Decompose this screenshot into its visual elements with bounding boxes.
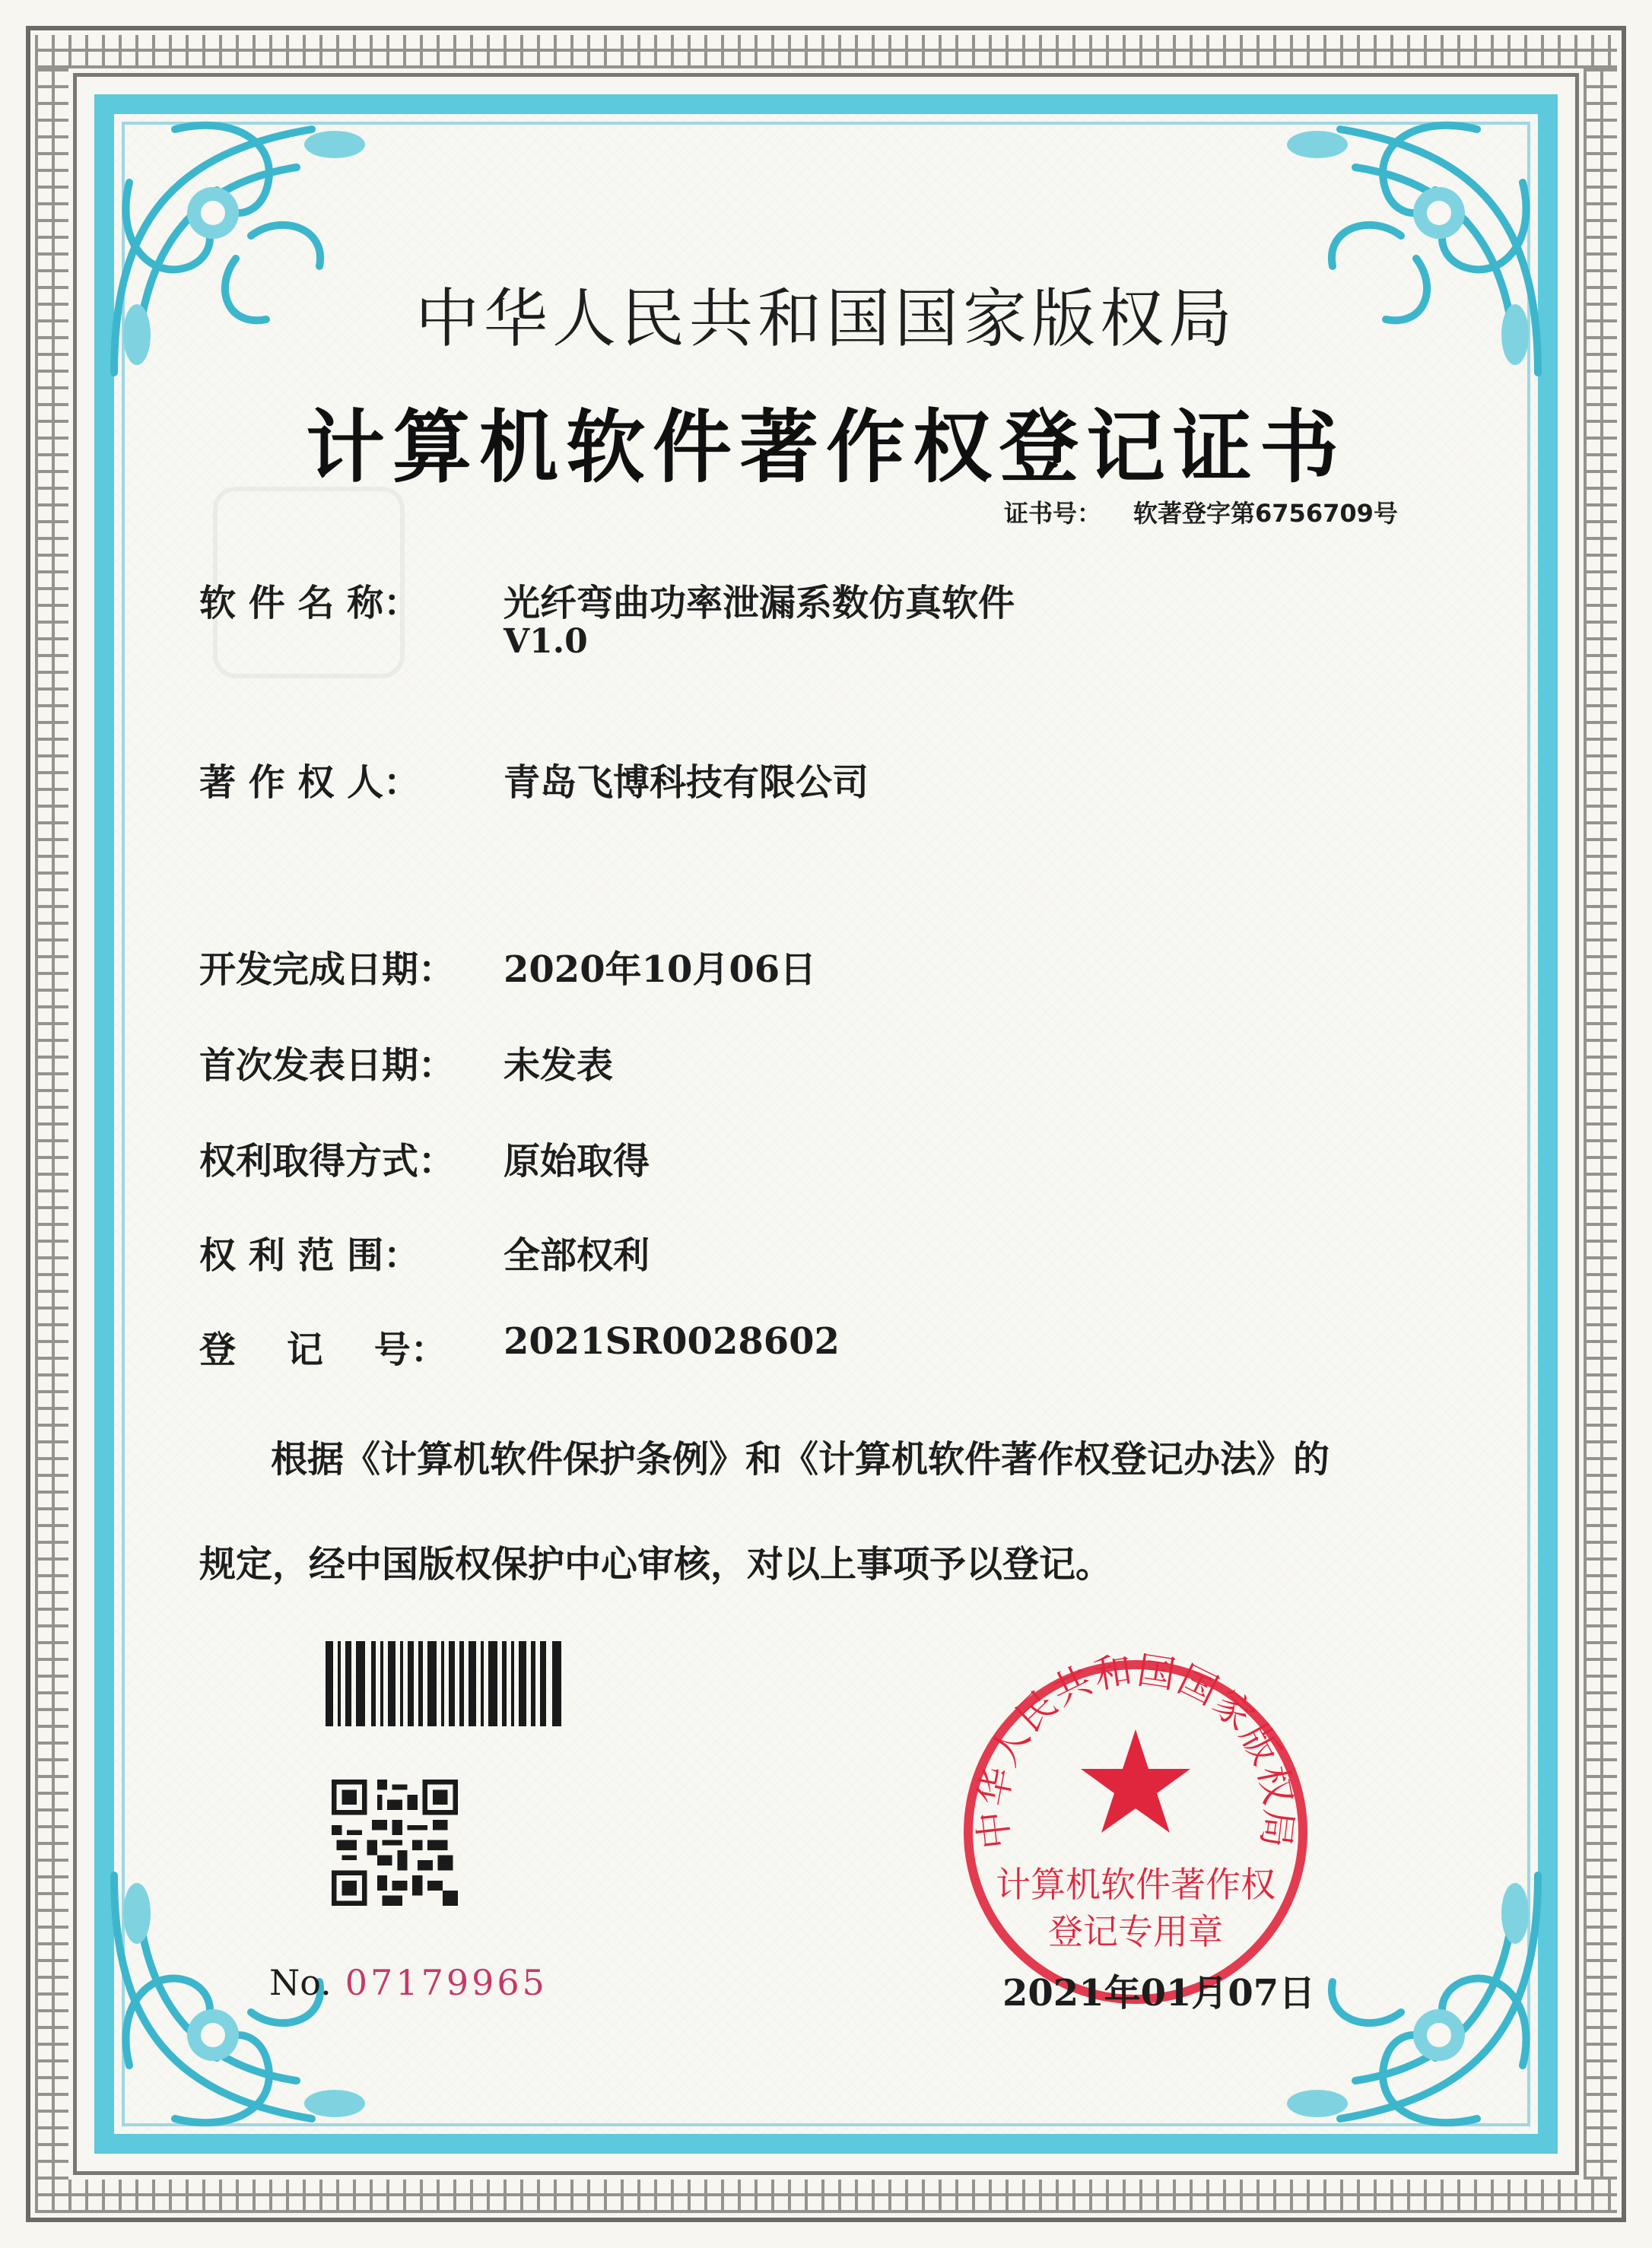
dev-date-value: 2020年10月06日: [504, 948, 817, 991]
qr-code: [332, 1780, 458, 1906]
certificate-title: 计算机软件著作权登记证书: [305, 400, 1346, 494]
field-dev-date: [199, 940, 817, 992]
pub-date-label: 首次发表日期：: [199, 1044, 456, 1087]
fret-border-top: [35, 35, 1617, 68]
fret-border-bottom: [35, 2180, 1617, 2213]
seal-text-line-2: 登记专用章: [1048, 1911, 1223, 1952]
body-paragraph-2: 规定，经中国版权保护中心审核，对以上事项予以登记。: [199, 1543, 1113, 1586]
owner-label: 著 作 权 人：: [199, 761, 421, 804]
barcode: [326, 1641, 561, 1726]
scope-value: 全部权利: [504, 1234, 650, 1277]
reg-no-value: 2021SR0028602: [504, 1320, 840, 1363]
certificate-number: [1004, 494, 1398, 529]
field-scope: [199, 1226, 650, 1278]
field-pub-date: [199, 1036, 614, 1088]
software-version: V1.0: [504, 622, 588, 661]
dev-date-label: 开发完成日期：: [199, 948, 456, 991]
serial-number: [269, 1962, 548, 2003]
software-name-label: 软 件 名 称：: [199, 582, 421, 624]
serial-number-value: 07179965: [345, 1962, 548, 2003]
acquire-value: 原始取得: [504, 1140, 650, 1183]
official-seal: [957, 1653, 1314, 2011]
serial-number-label: No.: [269, 1962, 332, 2003]
corner-ornament-top-right: [1234, 84, 1568, 418]
issue-date: 2021年01月07日: [1002, 1972, 1316, 2015]
field-acquire: [199, 1132, 650, 1184]
field-software-name: [199, 573, 1015, 626]
corner-ornament-top-left: [84, 84, 418, 418]
seal-graphic: [957, 1653, 1314, 2011]
seal-arc-text: 中华人民共和国国家版权局: [970, 1653, 1301, 1852]
reg-no-label: 登 记 号：: [199, 1329, 447, 1371]
acquire-label: 权利取得方式：: [199, 1140, 456, 1183]
pub-date-value: 未发表: [504, 1044, 614, 1087]
owner-value: 青岛飞博科技有限公司: [504, 761, 869, 804]
field-reg-no: [199, 1320, 840, 1373]
seal-text-line-1: 计算机软件著作权: [996, 1864, 1276, 1905]
scope-label: 权 利 范 围：: [199, 1234, 421, 1277]
certificate-number-value: 软著登字第6756709号: [1133, 499, 1398, 528]
certificate-number-label: 证书号：: [1004, 499, 1102, 528]
seal-star-icon: [1081, 1729, 1190, 1833]
body-paragraph-1: 根据《计算机软件保护条例》和《计算机软件著作权登记办法》的: [271, 1438, 1330, 1481]
software-name-value: 光纤弯曲功率泄漏系数仿真软件: [504, 582, 1015, 624]
field-owner: [199, 753, 869, 805]
authority-title: 中华人民共和国国家版权局: [415, 281, 1237, 356]
